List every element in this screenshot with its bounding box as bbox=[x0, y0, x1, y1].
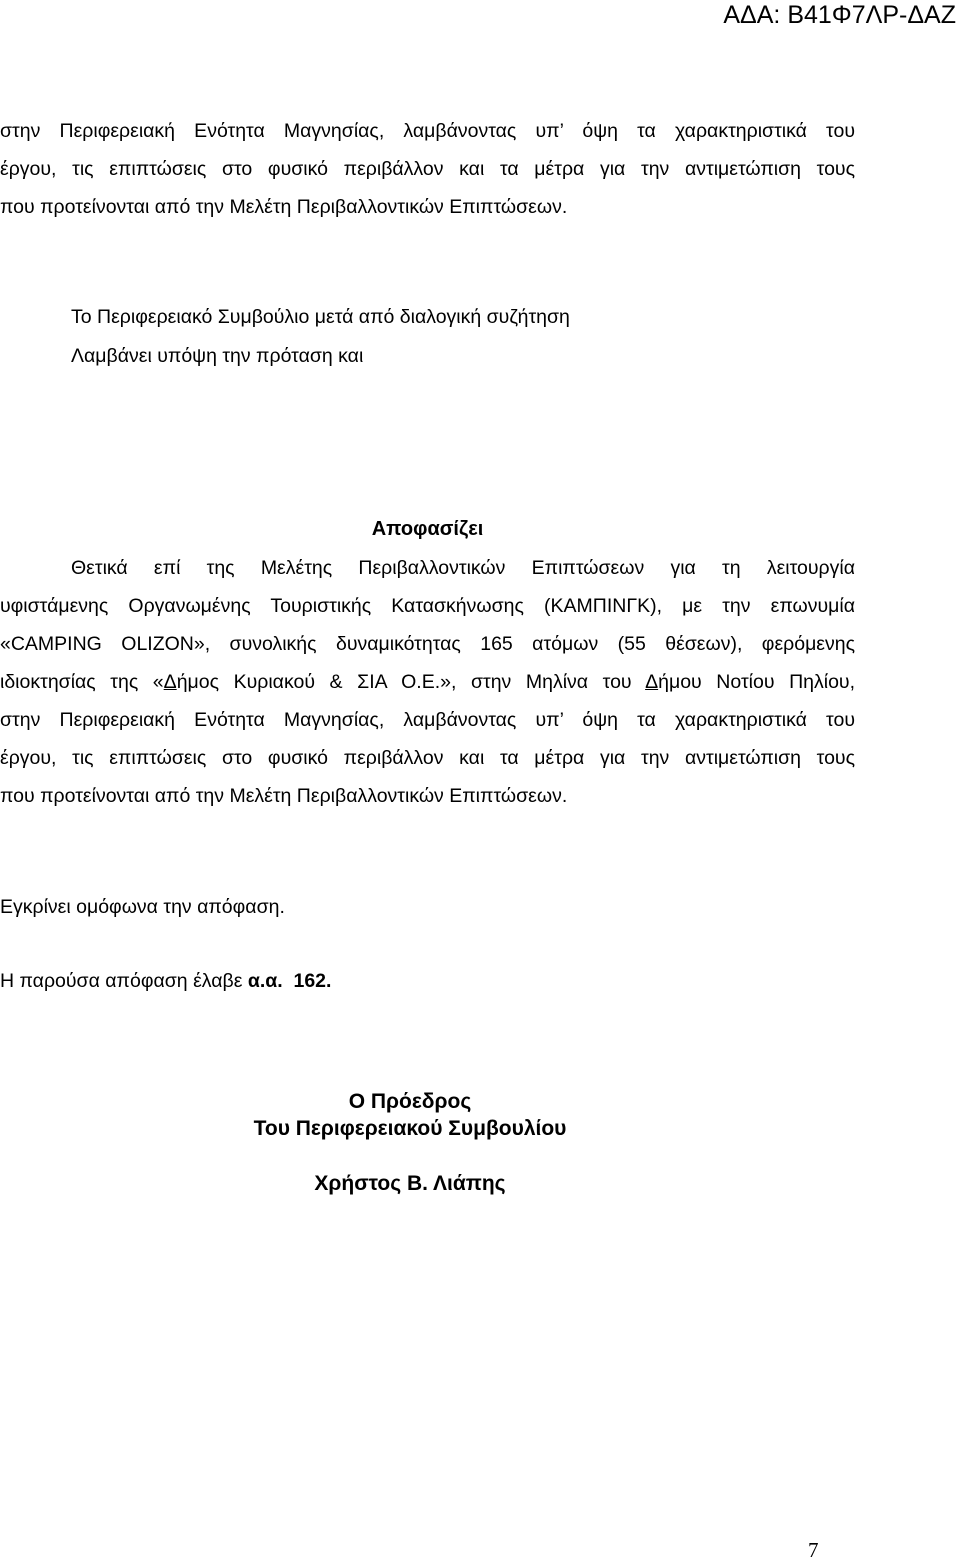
intro-line-3: που προτείνονται από την Μελέτη Περιβαλλοντικών Επιπτώσεων. bbox=[0, 196, 568, 218]
approval-statement: Εγκρίνει ομόφωνα την απόφαση. bbox=[0, 896, 285, 918]
signature-name: Χρήστος Β. Λιάπης bbox=[314, 1172, 506, 1195]
decision-line-7: που προτείνονται από την Μελέτη Περιβαλλοντικών Επιπτώσεων. bbox=[0, 785, 568, 807]
decision-line-4-part1: ιδιοκτησίας της « bbox=[0, 671, 164, 693]
decision-line-4-part3: ήμος Κυριακού & ΣΙΑ Ο.Ε.», στην Μηλίνα του bbox=[176, 671, 646, 693]
intro-line-1: στην Περιφερειακή Ενότητα Μαγνησίας, λαμβάνοντας υπ’ όψη τα χαρακτηριστικά του bbox=[0, 120, 855, 142]
intro-line-2: έργου, τις επιπτώσεις στο φυσικό περιβάλλον και τα μέτρα για την αντιμετώπιση τους bbox=[0, 158, 855, 180]
decision-number-value: 162. bbox=[293, 970, 332, 992]
decision-number-prefix: Η παρούσα απόφαση έλαβε bbox=[0, 970, 248, 992]
decision-line-1: Θετικά επί της Μελέτης Περιβαλλοντικών Επιπτώσεων για τη λειτουργία bbox=[71, 557, 855, 579]
decision-line-4 bbox=[0, 663, 855, 701]
decision-line-3: «CAMPING OLIZON», συνολικής δυναμικότητας 165 ατόμων (55 θέσεων), φερόμενης bbox=[0, 633, 855, 655]
decision-line-5: στην Περιφερειακή Ενότητα Μαγνησίας, λαμβάνοντας υπ’ όψη τα χαρακτηριστικά του bbox=[0, 709, 855, 731]
decision-line-4-part5: ήμου Νοτίου Πηλίου, bbox=[658, 671, 856, 693]
page-number: 7 bbox=[808, 1538, 819, 1562]
decision-paragraph bbox=[0, 549, 855, 815]
decision-heading: Αποφασίζει bbox=[371, 518, 484, 540]
council-statement-line-1: Το Περιφερειακό Συμβούλιο μετά από διαλογική συζήτηση bbox=[71, 306, 570, 328]
council-statement-line-2: Λαμβάνει υπόψη την πρόταση και bbox=[71, 345, 364, 367]
signature-title-2: Του Περιφερειακού Συμβουλίου bbox=[253, 1117, 567, 1140]
decision-line-4-part2: Δ bbox=[163, 671, 177, 693]
decision-line-4-part4: Δ bbox=[645, 671, 659, 693]
decision-number-line bbox=[0, 962, 331, 1000]
signature-title-1: Ο Πρόεδρος bbox=[348, 1090, 472, 1113]
decision-line-2: υφιστάμενης Οργανωμένης Τουριστικής Κατασκήνωσης (ΚΑΜΠΙΝΓΚ), με την επωνυμία bbox=[0, 595, 855, 617]
intro-paragraph bbox=[0, 112, 855, 226]
decision-line-6: έργου, τις επιπτώσεις στο φυσικό περιβάλλον και τα μέτρα για την αντιμετώπιση τους bbox=[0, 747, 855, 769]
decision-number-label: α.α. bbox=[247, 970, 283, 992]
ada-code: ΑΔΑ: Β41Φ7ΛΡ-ΔΑΖ bbox=[723, 1, 956, 29]
